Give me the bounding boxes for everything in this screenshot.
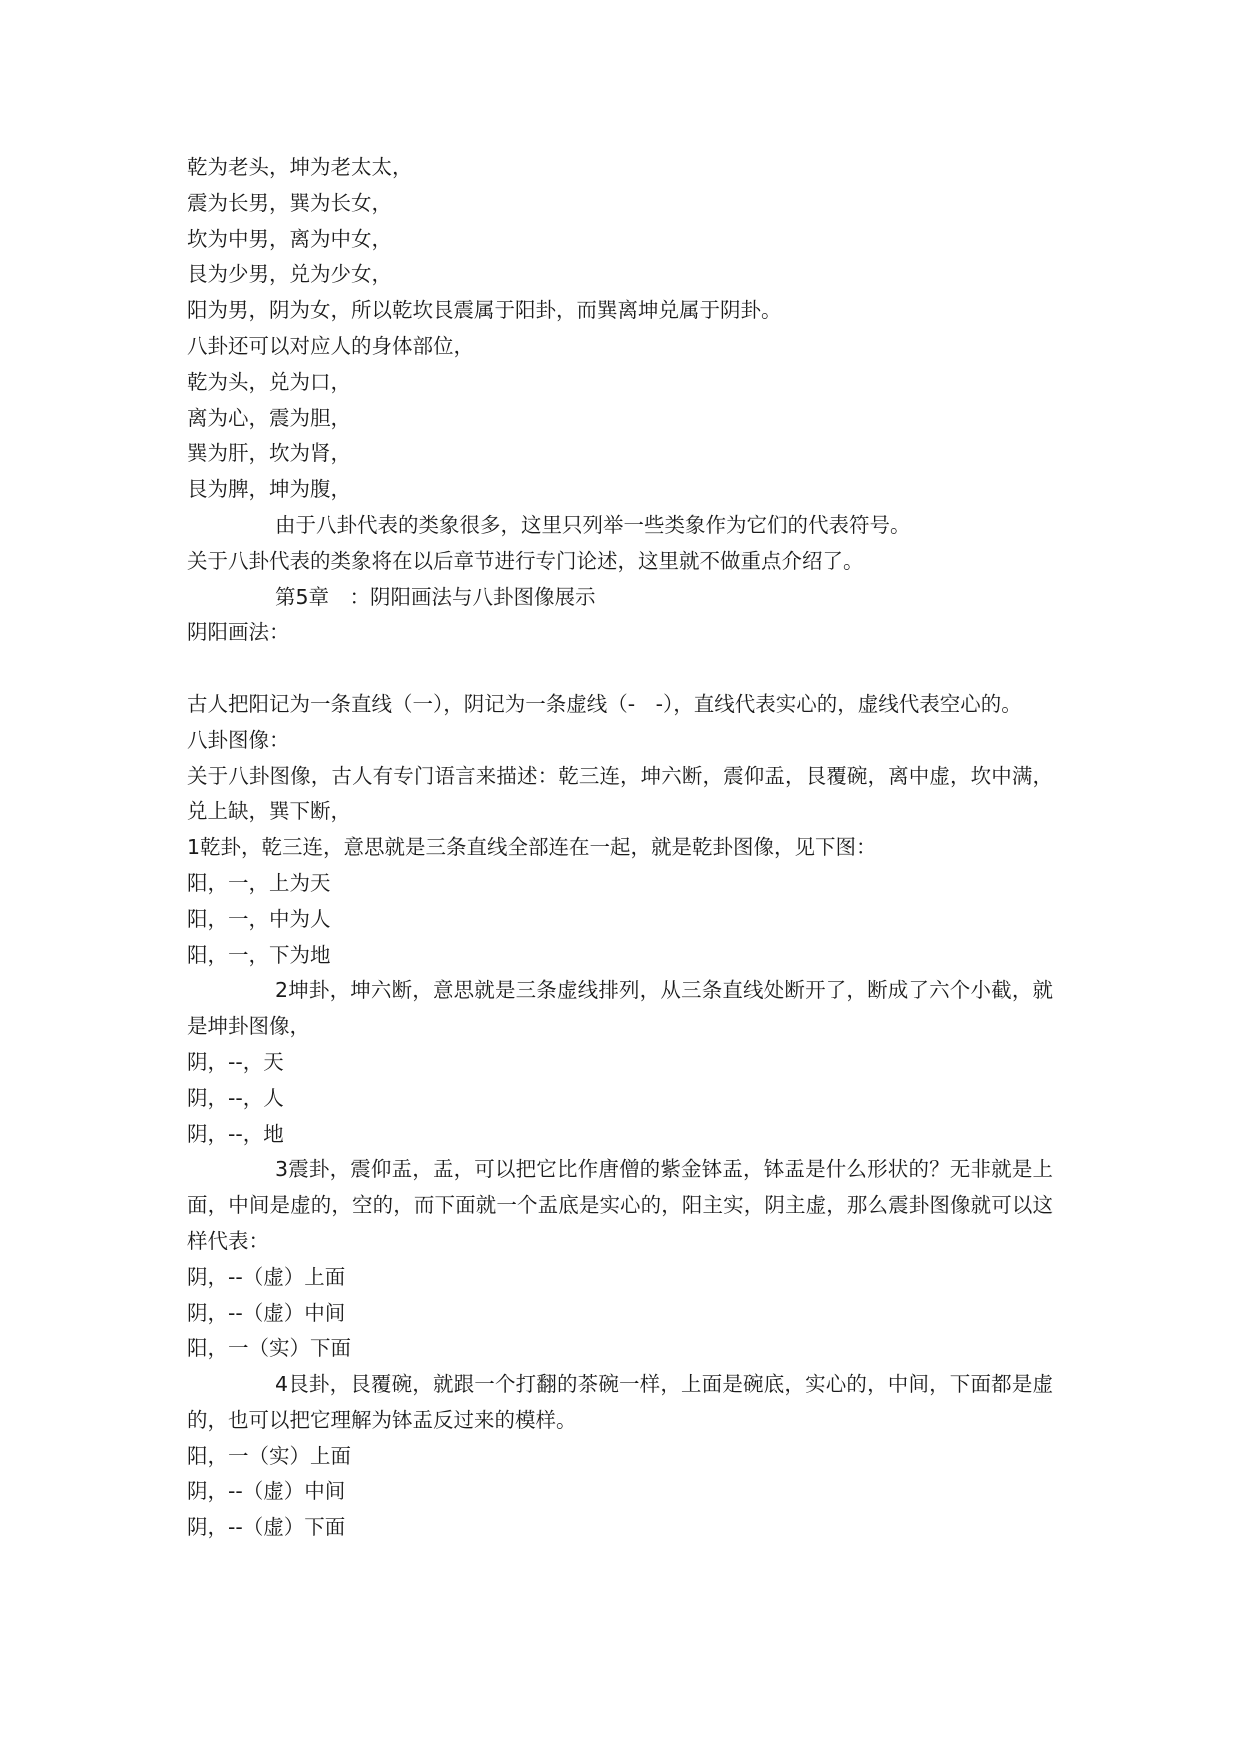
blank-line [187, 651, 1053, 687]
paragraph-indented: 4艮卦，艮覆碗，就跟一个打翻的茶碗一样，上面是碗底，实心的，中间，下面都是虚的，也可以把它理解为钵盂反过来的模样。 [187, 1372, 1053, 1432]
text-line: 巽为肝，坎为肾， [187, 441, 351, 466]
text-line: 阳为男，阴为女，所以乾坎艮震属于阳卦，而巽离坤兑属于阴卦。 [187, 298, 782, 323]
trigram-line: 阳，一（实）上面 [187, 1443, 351, 1468]
trigram-line: 阴，--（虚）中间 [187, 1300, 346, 1325]
paragraph: 古人把阳记为一条直线（一），阴记为一条虚线（- -），直线代表实心的，虚线代表空心的。 [187, 691, 1022, 716]
text-line: 坎为中男，离为中女， [187, 226, 392, 251]
trigram-line: 阳，一，中为人 [187, 906, 331, 931]
trigram-line: 阴，--，天 [187, 1049, 284, 1074]
text-line: 八卦还可以对应人的身体部位， [187, 333, 474, 358]
trigram-line: 阴，--（虚）上面 [187, 1264, 346, 1289]
section-heading: 阴阳画法： [187, 620, 290, 645]
paragraph: 关于八卦图像，古人有专门语言来描述：乾三连，坤六断，震仰盂，艮覆碗，离中虚，坎中满，兑上缺，巽下断， [187, 763, 1053, 824]
section-heading: 八卦图像： [187, 727, 290, 752]
text-line: 艮为少男，兑为少女， [187, 262, 392, 287]
paragraph-indented: 2坤卦，坤六断，意思就是三条虚线排列，从三条直线处断开了，断成了六个小截，就是坤卦图像， [187, 978, 1053, 1039]
text-line: 艮为脾，坤为腹， [187, 477, 351, 502]
trigram-line: 阴，--，人 [187, 1085, 284, 1110]
text-line: 离为心，震为胆， [187, 405, 351, 430]
text-line: 乾为老头，坤为老太太， [187, 155, 413, 179]
trigram-line: 阳，一（实）下面 [187, 1336, 351, 1361]
document-body [187, 150, 1053, 1546]
paragraph: 1乾卦，乾三连，意思就是三条直线全部连在一起，就是乾卦图像，见下图： [187, 835, 877, 860]
text-line: 震为长男，巽为长女， [187, 190, 392, 215]
trigram-line: 阳，一，下为地 [187, 942, 331, 967]
trigram-line: 阳，一，上为天 [187, 870, 331, 895]
trigram-line: 阴，--（虚）中间 [187, 1479, 346, 1504]
trigram-line: 阴，--，地 [187, 1121, 284, 1146]
paragraph-indented: 3震卦，震仰盂，盂，可以把它比作唐僧的紫金钵盂，钵盂是什么形状的？无非就是上面，中间是虚的，空的，而下面就一个盂底是实心的，阳主实，阴主虚，那么震卦图像就可以这样代表： [187, 1157, 1053, 1253]
trigram-line: 阴，--（虚）下面 [187, 1515, 346, 1540]
text-line: 乾为头，兑为口， [187, 369, 351, 394]
chapter-heading: 第5章 ：阴阳画法与八卦图像展示 [275, 584, 596, 609]
text-line: 关于八卦代表的类象将在以后章节进行专门论述，这里就不做重点介绍了。 [187, 548, 864, 573]
paragraph-indented: 由于八卦代表的类象很多，这里只列举一些类象作为它们的代表符号。 [275, 512, 911, 537]
